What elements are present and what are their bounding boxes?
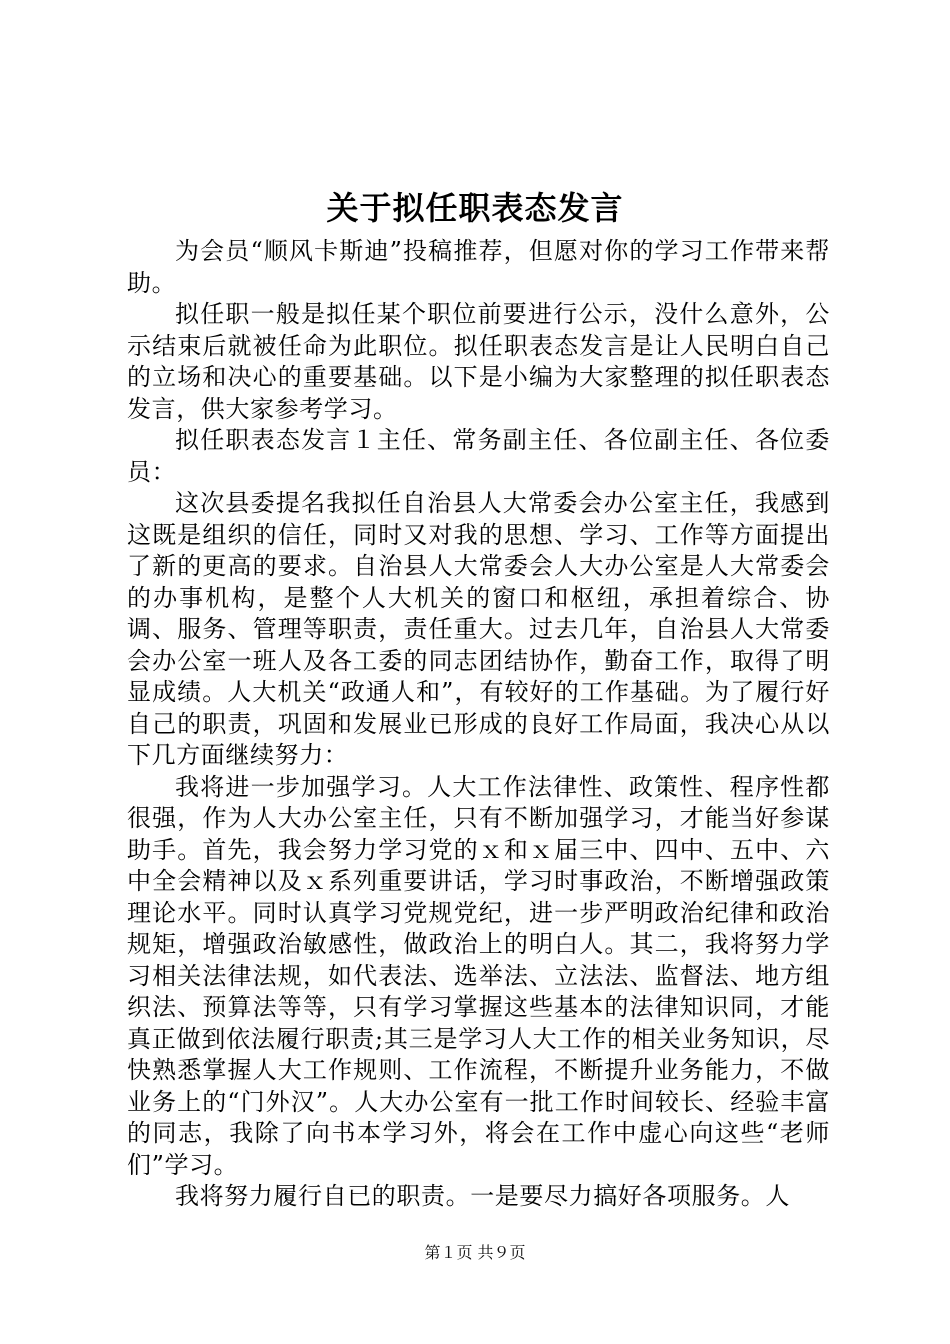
paragraph-duties: 我将努力履行自已的职责。一是要尽力搞好各项服务。人 [175, 1182, 790, 1210]
paragraph-salutation: 拟任职表态发言１主任、常务副主任、各位副主任、各位委员： [127, 426, 830, 486]
paragraph-definition: 拟任职一般是拟任某个职位前要进行公示，没什么意外，公示结束后就被任命为此职位。拟任职表态发言是让人民明白自己的立场和决心的重要基础。以下是小编为大家整理的拟任职表态发言，供大家参考学习。 [127, 300, 830, 423]
paragraph-nomination: 这次县委提名我拟任自治县人大常委会办公室主任，我感到这既是组织的信任，同时又对我的思想、学习、工作等方面提出了新的更高的要求。自治县人大常委会人大办公室是人大常委会的办事机构，是整个人大机关的窗口和枢纽，承担着综合、协调、服务、管理等职责，责任重大。过去几年，自治县人大常委会办公室一班人及各工委的同志团结协作，勤奋工作，取得了明显成绩。人大机关“政通人和”，有较好的工作基础。为了履行好自己的职责，巩固和发展业已形成的良好工作局面，我决心从以下几方面继续努力： [127, 489, 830, 769]
page-footer: 第１页 共９页 [424, 1243, 526, 1262]
document-body [127, 236, 830, 1213]
document-title: 关于拟任职表态发言 [326, 189, 624, 227]
paragraph-study: 我将进一步加强学习。人大工作法律性、政策性、程序性都很强，作为人大办公室主任，只有不断加强学习，才能当好参谋助手。首先，我会努力学习党的ｘ和ｘ届三中、四中、五中、六中全会精神以及ｘ系列重要讲话，学习时事政治，不断增强政策理论水平。同时认真学习党规党纪，进一步严明政治纪律和政治规矩，增强政治敏感性，做政治上的明白人。其二，我将努力学习相关法律法规，如代表法、选举法、立法法、监督法、地方组织法、预算法等等，只有学习掌握这些基本的法律知识同，才能真正做到依法履行职责;其三是学习人大工作的相关业务知识，尽快熟悉掌握人大工作规则、工作流程，不断提升业务能力，不做业务上的“门外汉”。人大办公室有一批工作时间较长、经验丰富的同志，我除了向书本学习外，将会在工作中虚心向这些“老师们”学习。 [127, 772, 830, 1179]
paragraph-intro: 为会员“顺风卡斯迪”投稿推荐，但愿对你的学习工作带来帮助。 [127, 237, 830, 297]
